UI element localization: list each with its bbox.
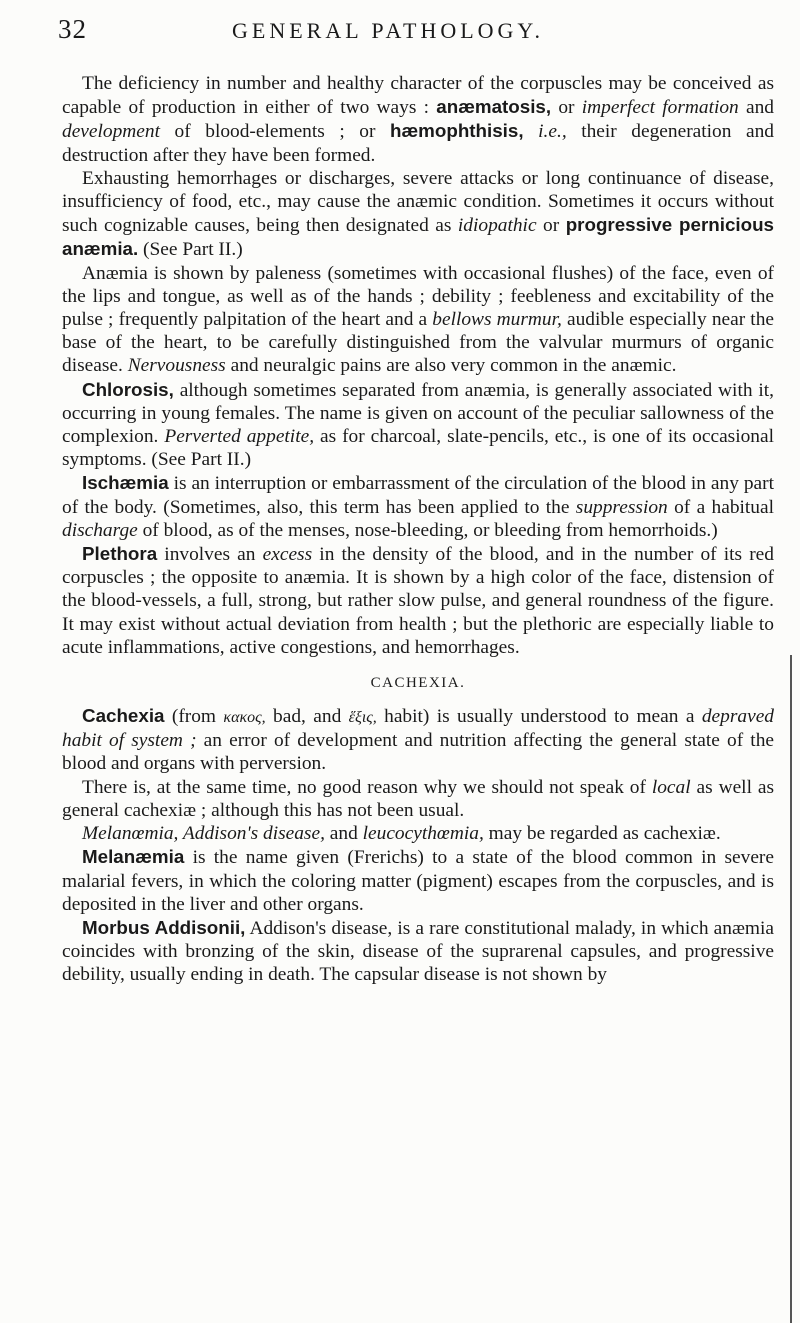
emphasis: depraved habit of system ; — [62, 706, 774, 752]
emphasis: i.e., — [538, 121, 567, 143]
running-head: GENERAL PATHOLOGY. — [232, 18, 544, 43]
paragraph-deficiency — [62, 72, 774, 167]
text: their degeneration and destruction after they have been formed. — [62, 121, 774, 166]
page-header — [58, 14, 774, 48]
paragraph-causes — [62, 167, 774, 262]
emphasis: bellows murmur, — [432, 309, 562, 331]
term-melanaemia: Melanæmia — [82, 846, 185, 868]
greek-word: κακος, — [223, 709, 266, 727]
term-morbus-addisonii: Morbus Addisonii, — [82, 916, 246, 938]
text: The deficiency in number and healthy character of the corpuscles may be conceived as capable of production in either of two ways : — [62, 73, 774, 119]
text: of a habitual — [667, 496, 774, 518]
text: bad, and — [265, 706, 349, 728]
text: and — [324, 823, 363, 845]
paragraph-ischaemia — [62, 471, 774, 542]
text: Anæmia is shown by paleness (sometimes with occasional flushes) of the face, even of the lips and tongue, as well as of the hands ; debility ; feebleness and excitability of the pulse ; frequently palpitation of the heart and a — [62, 262, 774, 331]
term-anaematosis: anæmatosis, — [436, 96, 552, 118]
paragraph-melanaemia — [62, 845, 774, 916]
term-haemophthisis: hæmophthisis, — [390, 120, 524, 142]
emphasis: Melanœmia, Addison's disease, — [82, 823, 325, 845]
text: (See Part II.) — [138, 239, 243, 261]
text: involves an — [157, 544, 263, 566]
text: is an interruption or embarrassment of the circulation of the blood in any part of the body. (Sometimes, also, this term has been applied to the — [62, 473, 774, 518]
text: or — [536, 215, 566, 237]
term-progressive-pernicious-anaemia: progressive pernicious anæmia. — [62, 214, 774, 260]
emphasis: imperfect formation — [581, 97, 739, 119]
text: an error of development and nutrition affecting the general state of the blood and organs with perversion. — [62, 730, 774, 775]
emphasis: development — [62, 121, 160, 143]
text: There is, at the same time, no good reason why we should not speak of — [82, 776, 652, 798]
paragraph-chlorosis — [62, 378, 774, 472]
text: in the density of the blood, and in the number of its red corpuscles ; the opposite to anæmia. It is shown by a high color of the face, distension of the blood-vessels, a full, strong, but rather slow pulse, and general roundness of the figure. It may exist without actual deviation from health ; but the plethoric are especially liable to acute inflammations, active congestions, and hemorrhages. — [62, 544, 774, 658]
term-cachexia: Cachexia — [82, 705, 165, 727]
paragraph-anaemia-signs — [62, 262, 774, 378]
text: or — [551, 97, 582, 119]
text: may be regarded as cachexiæ. — [483, 823, 721, 845]
text: Exhausting hemorrhages or discharges, severe attacks or long continuance of disease, insufficiency of food, etc., may cause the anæmic condition. Sometimes it occurs without such cognizable causes, being then designated as — [62, 167, 774, 237]
text — [524, 121, 539, 142]
greek-word: ἕξις, — [348, 709, 377, 727]
text: of blood, as of the menses, nose-bleeding, or bleeding from hemorrhoids.) — [137, 519, 718, 541]
emphasis: leucocythœmia, — [362, 823, 484, 845]
text: Addison's disease, is a rare constitutional malady, in which anæmia coincides with bronzing of the skin, disease of the suprarenal capsules, and progressive debility, usually ending in death. The capsular disease is not shown by — [62, 917, 774, 986]
emphasis: Nervousness — [127, 355, 226, 377]
term-plethora: Plethora — [82, 543, 158, 565]
emphasis: discharge — [62, 519, 138, 541]
page-edge-line — [790, 655, 792, 1323]
term-ischaemia: Ischæmia — [82, 472, 169, 494]
text: as for charcoal, slate-pencils, etc., is one of its occasional symptoms. (See Part II.) — [62, 426, 775, 471]
emphasis: excess — [262, 544, 313, 566]
text: is the name given (Frerichs) to a state of the blood common in severe malarial fevers, in which the coloring matter (pigment) escapes from the corpuscles, and is deposited in the liver and other organs. — [62, 847, 774, 915]
emphasis: local — [651, 776, 691, 798]
text: and neuralgic pains are also very common in the anæmic. — [225, 355, 677, 377]
text: of blood-elements ; or — [160, 121, 390, 143]
emphasis: suppression — [575, 496, 668, 518]
section-title-cachexia: CACHEXIA. — [370, 675, 466, 692]
page — [58, 14, 775, 987]
emphasis: Perverted appetite, — [164, 426, 315, 448]
text: as well as general cachexiæ ; although this has not been usual. — [62, 776, 775, 821]
paragraph-cachexiae-list — [62, 822, 774, 845]
paragraph-local-cachexiae — [62, 776, 774, 822]
text: (from — [164, 706, 224, 728]
paragraph-cachexia — [62, 704, 774, 776]
term-chlorosis: Chlorosis, — [82, 378, 174, 400]
text: although sometimes separated from anæmia, is generally associated with it, occurring in young females. The name is given on account of the peculiar sallowness of the complexion. — [62, 379, 774, 448]
paragraph-plethora — [62, 542, 774, 659]
text: habit) is usually understood to mean a — [376, 706, 702, 728]
text: audible especially near the base of the heart, to be carefully distinguished from the valvular murmurs of organic disease. — [62, 309, 774, 377]
text: and — [738, 97, 774, 119]
page-number: 32 — [58, 14, 87, 44]
emphasis: idiopathic — [457, 215, 537, 237]
paragraph-morbus-addisonii — [62, 916, 774, 987]
